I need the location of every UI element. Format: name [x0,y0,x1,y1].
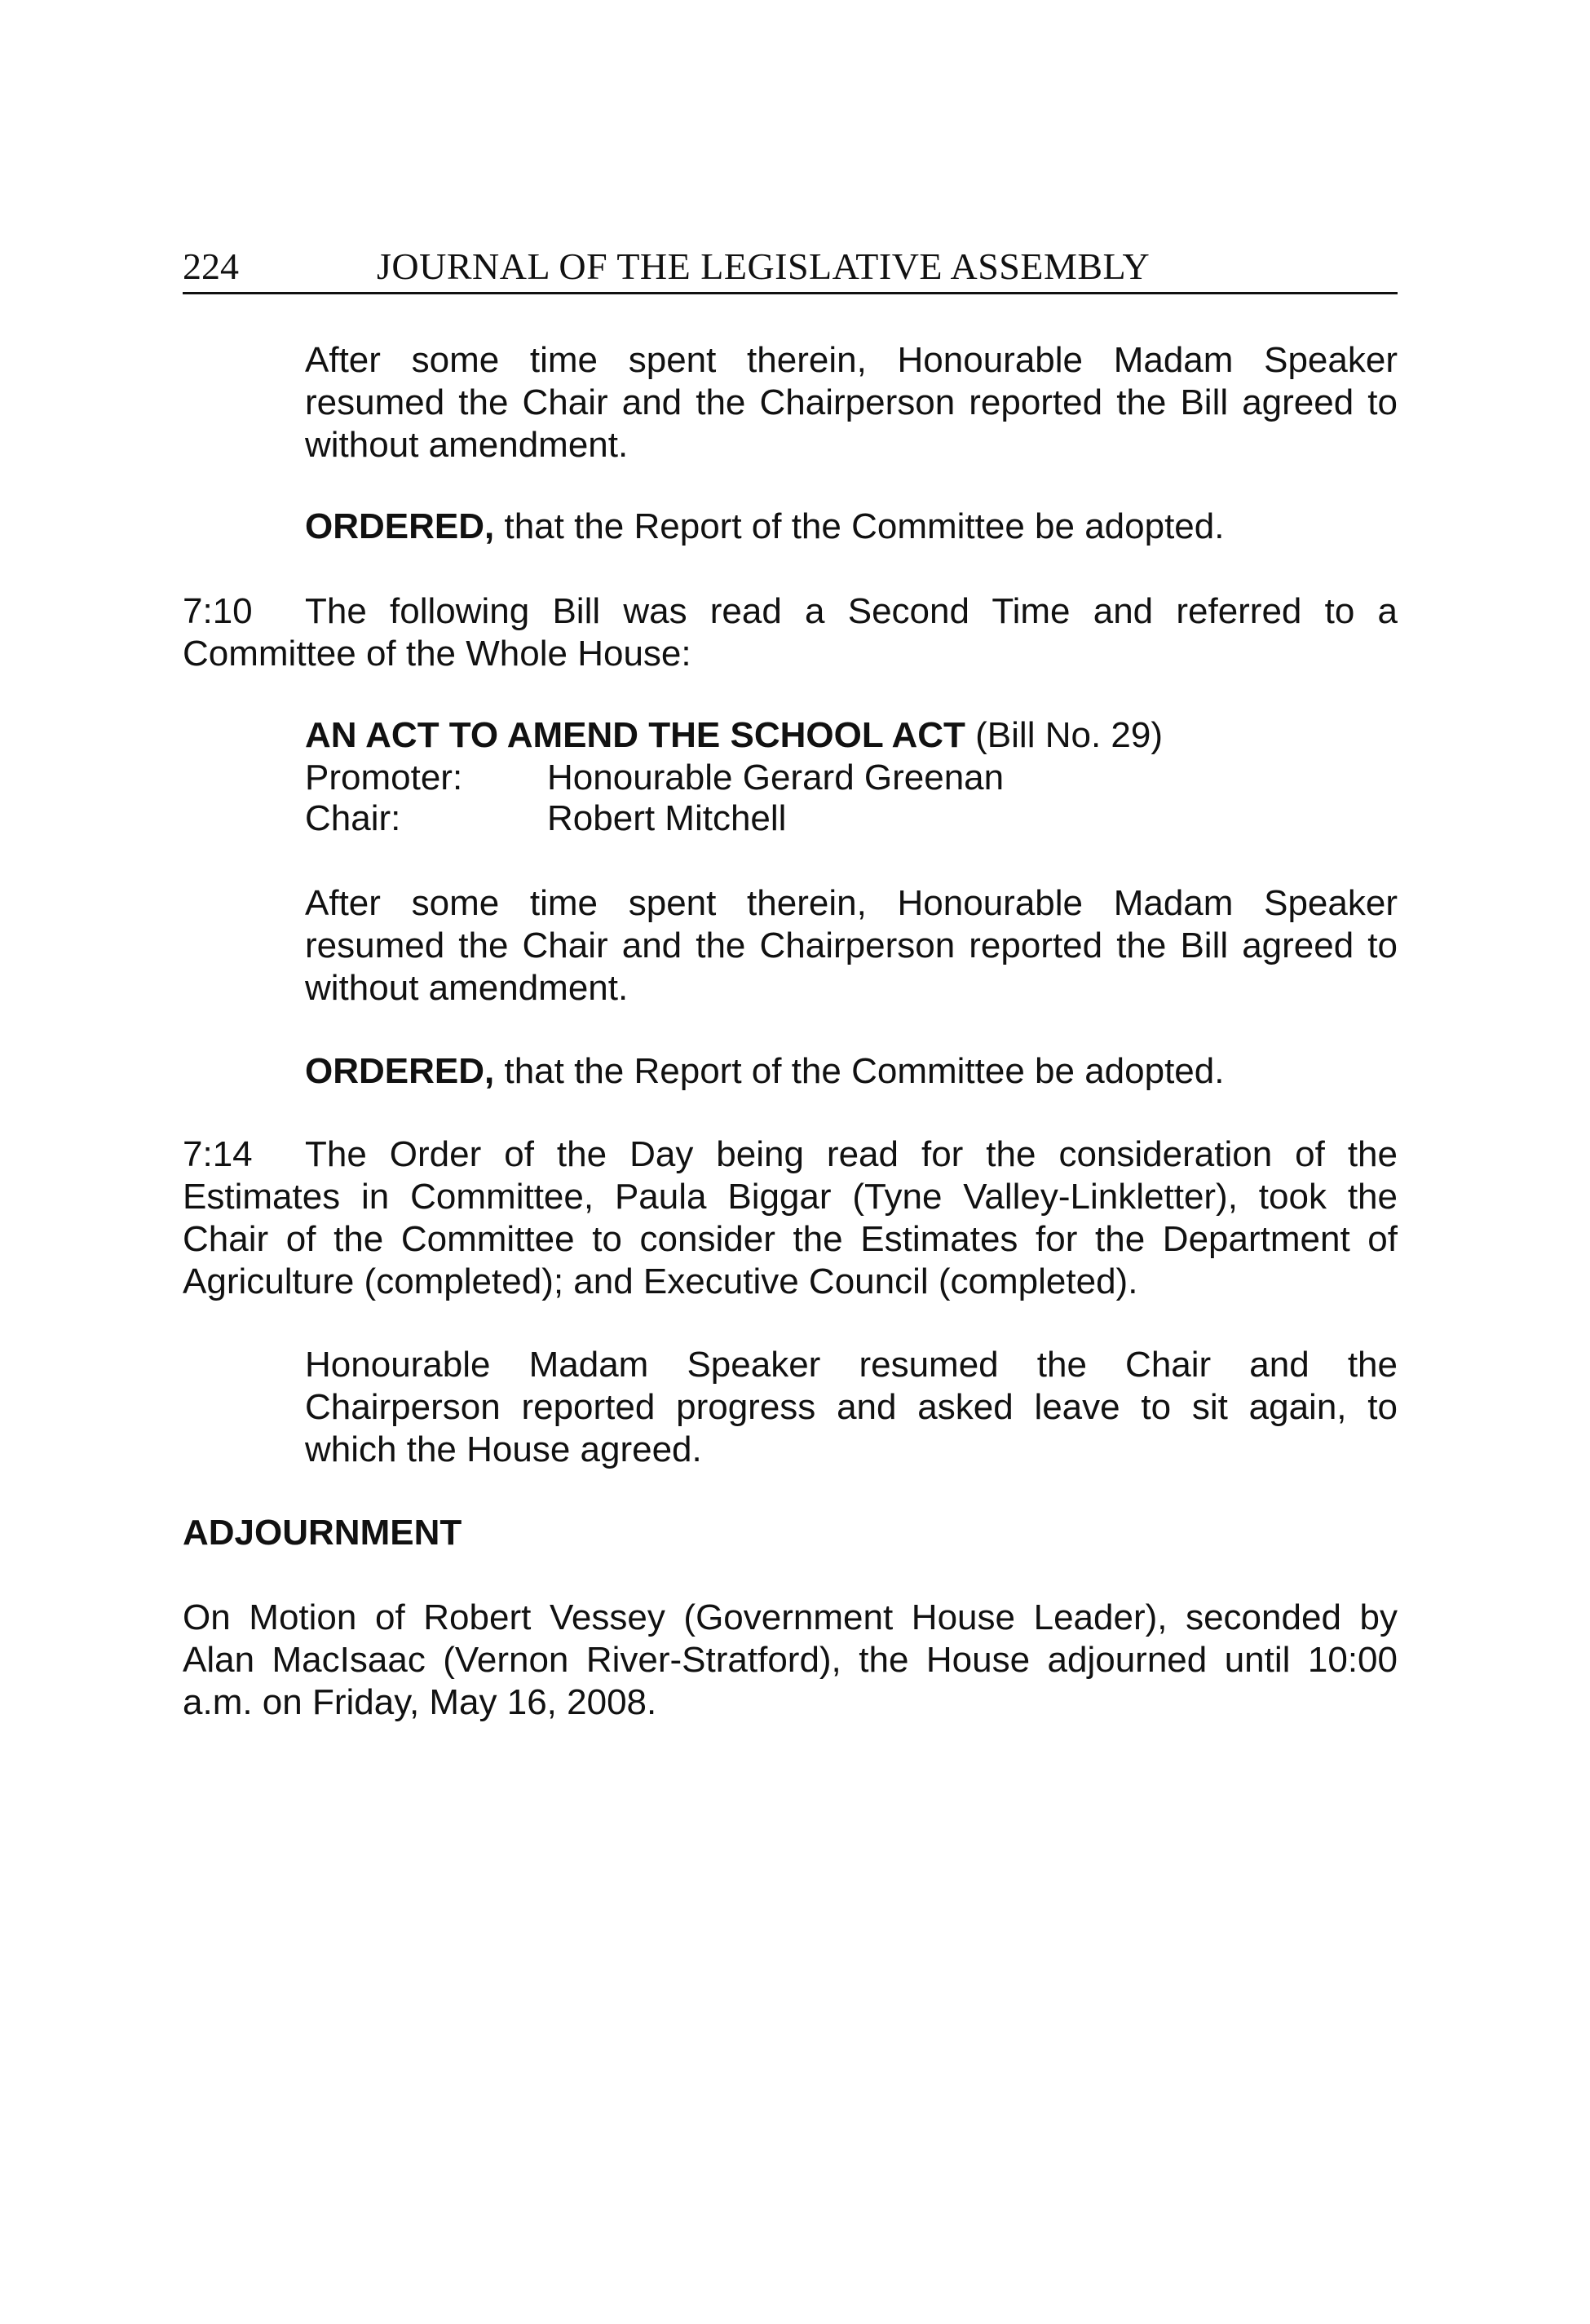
chair-label: Chair: [305,798,401,838]
committee-report-paragraph-1: After some time spent therein, Honourable Madam Speaker resumed the Chair and the Chairperson reported the Bill agreed to without amendment. [305,340,1398,465]
bill-title: AN ACT TO AMEND THE SCHOOL ACT [305,715,965,755]
promoter-row [305,757,1398,799]
item-time: 7:10 [183,591,253,631]
chair-value: Robert Mitchell [547,798,787,838]
committee-report-paragraph-2: After some time spent therein, Honourable Madam Speaker resumed the Chair and the Chairperson reported the Bill agreed to without amendment. [305,883,1398,1008]
adjournment-heading: ADJOURNMENT [183,1513,462,1553]
item-time: 7:14 [183,1134,253,1174]
item-7-14-paragraph [183,1133,1398,1303]
item-7-10-paragraph [183,590,1398,675]
ordered-text: that the Report of the Committee be adopted. [494,506,1225,546]
ordered-label: ORDERED, [305,506,495,546]
promoter-value: Honourable Gerard Greenan [547,758,1005,797]
ordered-label: ORDERED, [305,1051,495,1091]
page-number: 224 [183,245,239,287]
promoter-label: Promoter: [305,758,463,797]
page-header [183,241,1398,294]
bill-title-line [305,714,1398,757]
ordered-paragraph-2 [305,1050,1398,1093]
ordered-paragraph-1 [305,506,1398,548]
chair-row [305,797,1398,840]
item-text: The following Bill was read a Second Time and referred to a Committee of the Whole House: [183,591,1398,674]
journal-title: JOURNAL OF THE LEGISLATIVE ASSEMBLY [377,245,1151,287]
item-text: The Order of the Day being read for the consideration of the Estimates in Committee, Paula Biggar (Tyne Valley-Linkletter), took the Chair of the Committee to consider the Estimates for the Department of Agriculture (completed); and Executive Council (completed). [183,1134,1398,1301]
adjournment-paragraph: On Motion of Robert Vessey (Government House Leader), seconded by Alan MacIsaac (Vernon River-Stratford), the House adjourned until 10:00 a.m. on Friday, May 16, 2008. [183,1597,1398,1722]
ordered-text: that the Report of the Committee be adopted. [494,1051,1225,1091]
bill-number: (Bill No. 29) [965,715,1163,755]
progress-paragraph: Honourable Madam Speaker resumed the Chair and the Chairperson reported progress and asked leave to sit again, to which the House agreed. [305,1345,1398,1469]
